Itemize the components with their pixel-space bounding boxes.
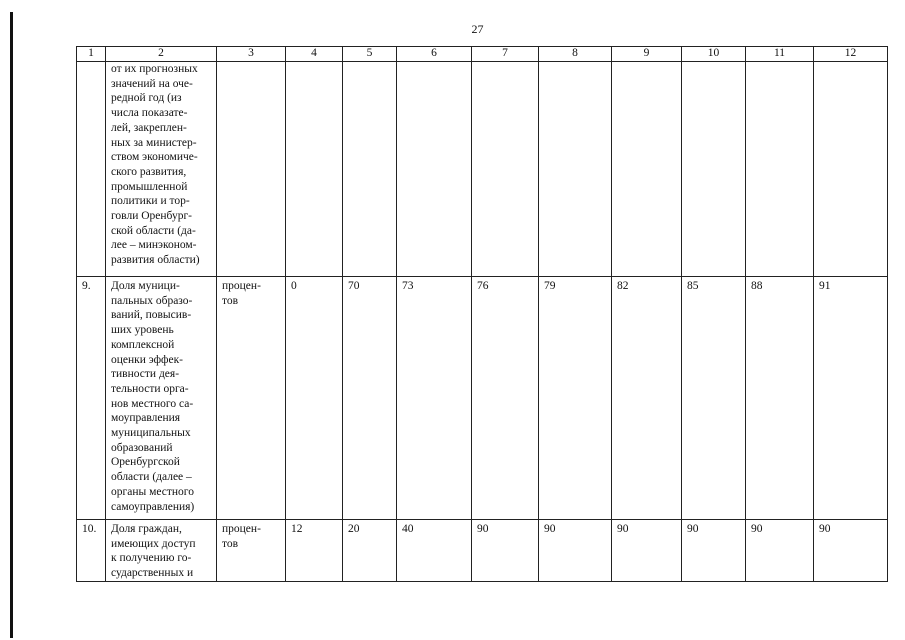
value-cell: 70 [343, 277, 397, 520]
value-cell [814, 62, 888, 277]
unit-cell: процен- тов [217, 277, 286, 520]
header-cell: 9 [612, 47, 682, 62]
table-row [77, 520, 888, 582]
row-number-cell [77, 62, 106, 277]
value-cell: 76 [472, 277, 539, 520]
header-cell: 12 [814, 47, 888, 62]
table-row [77, 277, 888, 520]
header-cell: 2 [106, 47, 217, 62]
value-cell [286, 62, 343, 277]
unit-cell [217, 62, 286, 277]
value-cell: 90 [682, 520, 746, 582]
value-cell: 90 [746, 520, 814, 582]
indicator-description-cell: от их прогнозных значений на оче- редной год (из числа показате- лей, закреплен- ных за министер- ством экономиче- ского развития, промышленной политики и тор- говли Оренбург- ской области (да- лее – минэконом- развития области) [106, 62, 217, 277]
row-number-cell: 9. [77, 277, 106, 520]
value-cell [343, 62, 397, 277]
value-cell: 90 [814, 520, 888, 582]
value-cell: 88 [746, 277, 814, 520]
header-cell: 6 [397, 47, 472, 62]
value-cell: 40 [397, 520, 472, 582]
value-cell: 0 [286, 277, 343, 520]
value-cell: 79 [539, 277, 612, 520]
indicator-table [76, 46, 888, 582]
header-cell: 1 [77, 47, 106, 62]
value-cell: 12 [286, 520, 343, 582]
header-cell: 10 [682, 47, 746, 62]
value-cell: 90 [472, 520, 539, 582]
value-cell [682, 62, 746, 277]
value-cell: 90 [539, 520, 612, 582]
indicator-description-cell: Доля граждан, имеющих доступ к получению го- сударственных и [106, 520, 217, 582]
indicator-description-cell: Доля муници- пальных образо- ваний, повысив- ших уровень комплексной оценки эффек- тивности дея- тельности орга- нов местного са- моуправления муниципальных образований Оренбургской области (далее – органы местного самоуправления) [106, 277, 217, 520]
value-cell: 85 [682, 277, 746, 520]
header-cell: 4 [286, 47, 343, 62]
unit-cell: процен- тов [217, 520, 286, 582]
value-cell: 20 [343, 520, 397, 582]
table-row [77, 62, 888, 277]
value-cell: 91 [814, 277, 888, 520]
header-cell: 7 [472, 47, 539, 62]
value-cell [472, 62, 539, 277]
header-cell: 11 [746, 47, 814, 62]
table-header-row [77, 47, 888, 62]
value-cell: 73 [397, 277, 472, 520]
value-cell [612, 62, 682, 277]
value-cell [539, 62, 612, 277]
header-cell: 8 [539, 47, 612, 62]
header-cell: 5 [343, 47, 397, 62]
value-cell [746, 62, 814, 277]
header-cell: 3 [217, 47, 286, 62]
row-number-cell: 10. [77, 520, 106, 582]
page-number: 27 [471, 22, 484, 36]
value-cell: 82 [612, 277, 682, 520]
value-cell: 90 [612, 520, 682, 582]
value-cell [397, 62, 472, 277]
scan-edge-bar [10, 12, 13, 638]
